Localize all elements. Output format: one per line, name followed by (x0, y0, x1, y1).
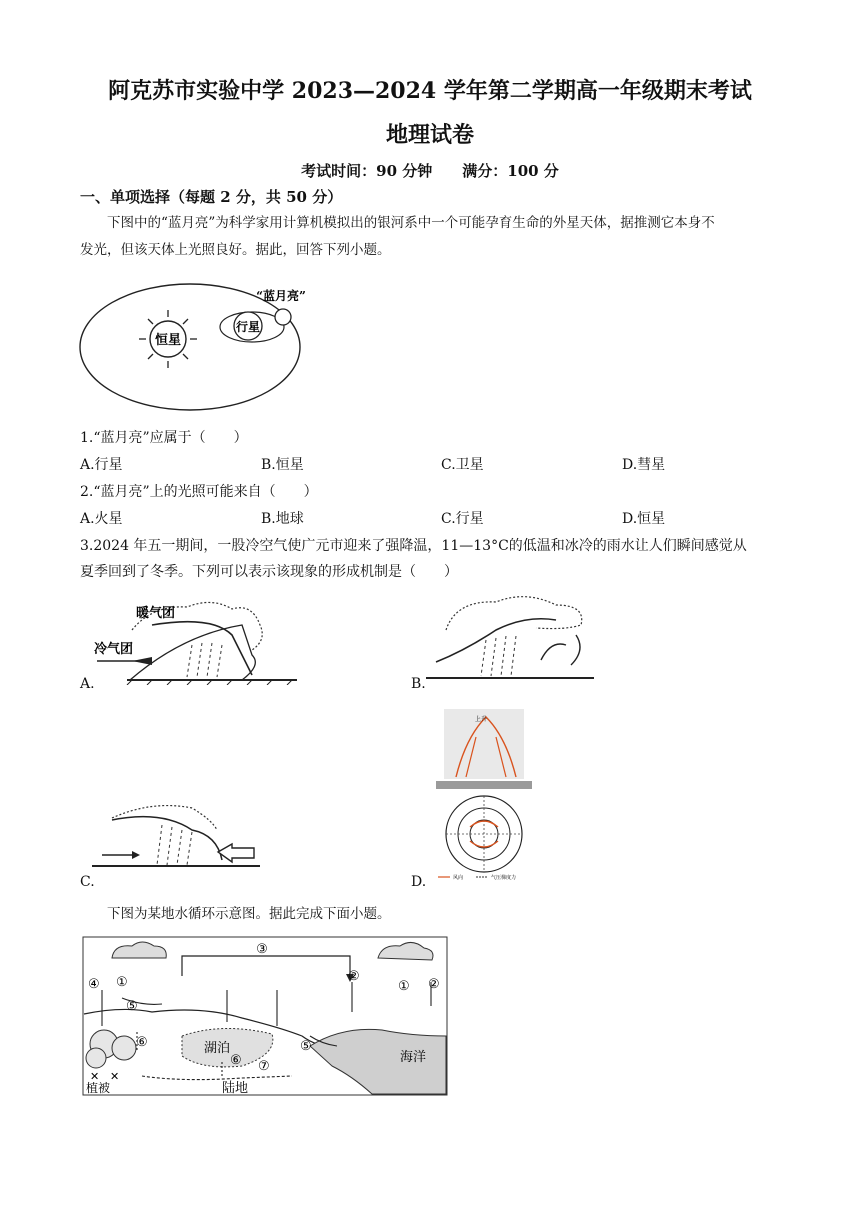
figd-legend-dash: 气压梯度力 (491, 875, 517, 881)
num-6b: ⑥ (230, 1053, 242, 1068)
q3-stem-line-2: 夏季回到了冬季。下列可以表示该现象的形成机制是（ ） (80, 564, 458, 580)
page-subtitle: 地理试卷 (385, 122, 474, 148)
front-figure-a (92, 595, 302, 685)
num-1a: ① (116, 975, 128, 990)
num-7: ⑦ (258, 1059, 270, 1074)
figd-legend-wind: 风向 (453, 875, 464, 881)
q3-label-b[interactable]: B. (411, 676, 426, 692)
cold-air-label: 冷气团 (94, 642, 134, 657)
q1-option-b[interactable]: B.恒星 (261, 457, 304, 473)
q2-stem: 2.“蓝月亮”上的光照可能来自（ ） (80, 484, 318, 500)
star-system-figure (78, 282, 338, 422)
q2-option-b[interactable]: B.地球 (261, 511, 304, 527)
lake-label: 湖泊 (204, 1041, 231, 1056)
q3-label-a[interactable]: A. (80, 676, 95, 692)
star-label: 恒星 (154, 333, 182, 348)
num-5b: ⑤ (300, 1039, 312, 1054)
q2-option-d[interactable]: D.恒星 (622, 511, 666, 527)
section2-intro: 下图为某地水循环示意图。据此完成下面小题。 (107, 906, 391, 922)
q3-label-d[interactable]: D. (411, 874, 427, 890)
front-figure-c (92, 800, 262, 872)
num-4: ④ (88, 977, 100, 992)
land-label: 陆地 (222, 1081, 249, 1096)
num-6a: ⑥ (136, 1035, 148, 1050)
exam-meta: 考试时间：90 分钟 满分：100 分 (301, 162, 559, 180)
q1-option-c[interactable]: C.卫星 (441, 457, 484, 473)
planet-label: 行星 (235, 320, 261, 334)
q1-option-d[interactable]: D.彗星 (622, 457, 666, 473)
x-mark-1: ✕ (90, 1070, 100, 1083)
num-2a: ② (348, 969, 360, 984)
q3-stem-line-1: 3.2024 年五一期间，一股冷空气使广元市迎来了强降温，11—13°C的低温和冰冷的雨水让人们瞬间感觉从 (80, 538, 747, 554)
front-figure-b (426, 590, 596, 685)
section-heading: 一、单项选择（每题 2 分，共 50 分） (80, 188, 343, 206)
q3-label-c[interactable]: C. (80, 874, 95, 890)
q1-option-a[interactable]: A.行星 (80, 457, 123, 473)
warm-air-label: 暖气团 (136, 606, 176, 621)
water-cycle-figure (82, 936, 448, 1096)
num-3: ③ (256, 942, 268, 957)
q1-stem: 1.“蓝月亮”应属于（ ） (80, 430, 248, 446)
q2-option-c[interactable]: C.行星 (441, 511, 484, 527)
x-mark-2: ✕ (110, 1070, 120, 1083)
front-figure-d (436, 707, 536, 882)
figd-top-label: 上升 (474, 716, 488, 723)
q2-option-a[interactable]: A.火星 (80, 511, 123, 527)
moon-label: “蓝月亮” (256, 289, 306, 303)
moon-icon (275, 309, 291, 325)
ocean-label: 海洋 (400, 1050, 427, 1065)
intro-line-2: 发光，但该天体上光照良好。据此，回答下列小题。 (80, 242, 391, 258)
num-2b: ② (428, 977, 440, 992)
num-5a: ⑤ (126, 999, 138, 1014)
page-title: 阿克苏市实验中学 2023—2024 学年第二学期高一年级期末考试 (108, 78, 752, 104)
intro-line-1: 下图中的“蓝月亮”为科学家用计算机模拟出的银河系中一个可能孕育生命的外星天体，据推测它本身不 (107, 215, 715, 231)
num-1b: ① (398, 979, 410, 994)
vegetation-label: 植被 (86, 1081, 111, 1095)
